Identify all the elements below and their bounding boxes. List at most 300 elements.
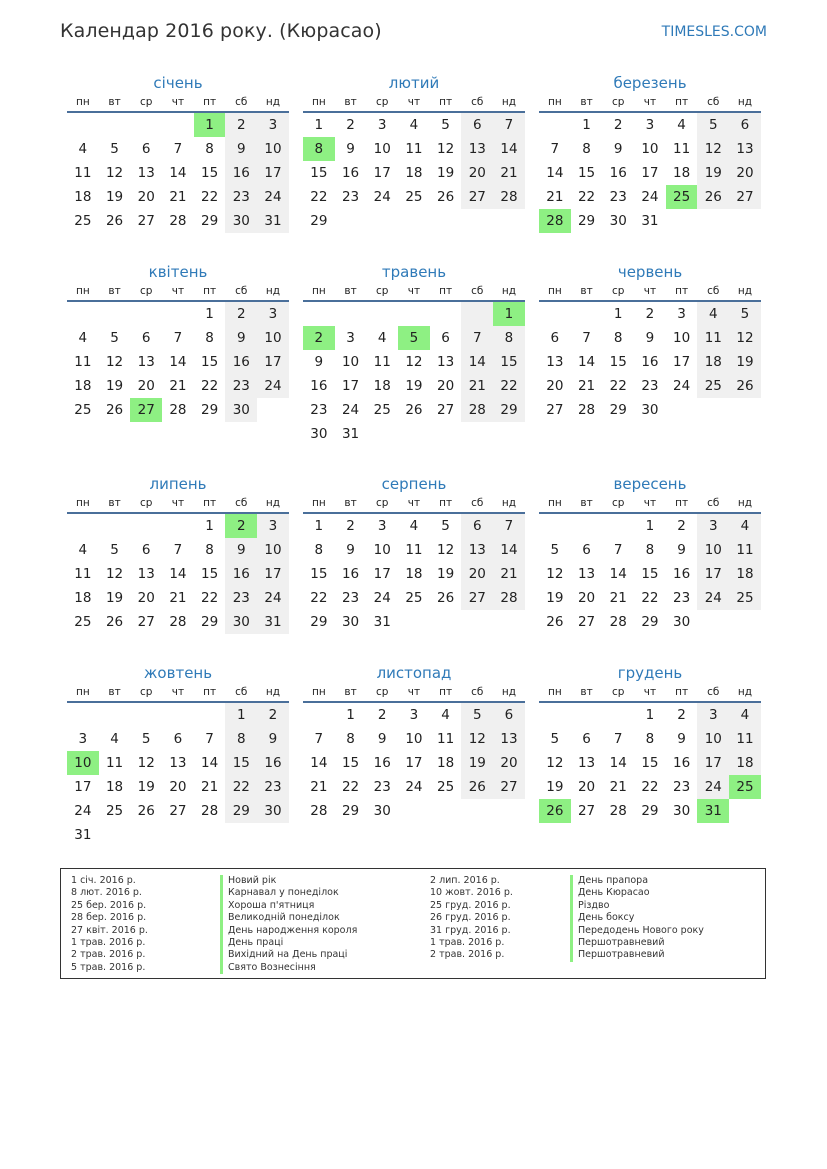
- day-cell: 3: [257, 514, 289, 538]
- empty-cell: [99, 514, 131, 538]
- day-cell: 22: [201, 189, 219, 205]
- day-cell: 26: [105, 213, 124, 229]
- day-cell: 21: [201, 779, 219, 795]
- day-cell: 13: [577, 566, 596, 582]
- day-cell: 19: [437, 566, 455, 582]
- day-cell: 9: [225, 137, 257, 161]
- month-name: квітень: [148, 263, 208, 281]
- day-cell: 30: [341, 614, 360, 630]
- weekday-label: пн: [547, 96, 562, 108]
- weekday-header: [303, 94, 525, 113]
- day-cell: 23: [225, 586, 257, 610]
- day-cell: 20: [137, 590, 155, 606]
- day-cell: 31: [257, 610, 289, 634]
- weekday-label: пт: [675, 497, 689, 509]
- empty-cell: [539, 703, 571, 727]
- day-cell: 15: [310, 566, 328, 582]
- day-cell: 12: [105, 354, 124, 370]
- day-cell: 2: [346, 518, 355, 534]
- empty-cell: [398, 799, 430, 823]
- day-cell: 29: [493, 398, 525, 422]
- day-cell: 8: [205, 330, 214, 346]
- day-cell: 1: [645, 518, 655, 534]
- day-cell: 11: [729, 538, 761, 562]
- day-cell: 26: [461, 775, 493, 799]
- day-cell: 4: [409, 117, 419, 133]
- day-cell: 7: [314, 731, 324, 747]
- day-cell: 19: [729, 350, 761, 374]
- day-cell: 28: [609, 614, 627, 630]
- weekday-label: сб: [471, 497, 484, 509]
- day-cell: 22: [310, 590, 328, 606]
- day-cell: 18: [405, 165, 423, 181]
- day-cell: 1: [645, 707, 655, 723]
- day-cell: 11: [105, 755, 124, 771]
- empty-cell: [602, 514, 634, 538]
- day-cell: 2: [225, 302, 257, 326]
- month-name: травень: [381, 263, 447, 281]
- day-cell: 21: [169, 590, 187, 606]
- legend-holiday-name: Свято Вознесіння: [220, 962, 357, 974]
- legend-left-names: [220, 875, 357, 974]
- empty-cell: [67, 113, 99, 137]
- empty-cell: [430, 422, 462, 446]
- day-cell: 30: [673, 614, 691, 630]
- day-cell: 7: [493, 514, 525, 538]
- day-cell: 31: [341, 426, 360, 442]
- day-cell: 30: [609, 213, 627, 229]
- day-cell: 1: [225, 703, 257, 727]
- empty-cell: [697, 209, 729, 233]
- day-cell: 23: [225, 374, 257, 398]
- day-cell: 8: [582, 141, 591, 157]
- empty-cell: [697, 610, 729, 634]
- day-cell: 1: [205, 306, 214, 322]
- day-cell: 12: [105, 165, 124, 181]
- empty-cell: [493, 209, 525, 233]
- day-cell: 10: [257, 326, 289, 350]
- day-cell: 9: [377, 731, 387, 747]
- day-cell: 30: [225, 398, 257, 422]
- day-grid: [67, 703, 289, 847]
- day-cell: 20: [729, 161, 761, 185]
- day-cell: 12: [437, 141, 455, 157]
- day-cell: 15: [341, 755, 360, 771]
- day-cell: 10: [405, 731, 423, 747]
- legend-holiday-date: 1 січ. 2016 р.: [71, 875, 136, 886]
- day-cell: 11: [697, 326, 729, 350]
- weekday-label: ср: [611, 96, 625, 108]
- day-cell: 24: [373, 590, 391, 606]
- day-cell: 16: [673, 566, 691, 582]
- day-cell: 28: [461, 398, 493, 422]
- day-cell: 27: [546, 402, 564, 418]
- day-cell: 22: [577, 189, 596, 205]
- day-cell: 3: [78, 731, 88, 747]
- day-cell: 8: [314, 542, 324, 558]
- day-cell: 16: [341, 566, 360, 582]
- empty-cell: [162, 703, 194, 727]
- day-cell: 29: [201, 614, 219, 630]
- day-cell: 23: [641, 378, 659, 394]
- day-cell: 3: [697, 703, 729, 727]
- day-cell: 23: [257, 775, 289, 799]
- weekday-label: пт: [203, 96, 217, 108]
- day-cell: 15: [493, 350, 525, 374]
- day-cell: 16: [609, 165, 627, 181]
- day-cell: 14: [169, 566, 187, 582]
- day-cell: 23: [310, 402, 328, 418]
- day-cell: 25: [729, 586, 761, 610]
- month-calendar: [303, 662, 525, 823]
- day-cell: 25: [74, 614, 92, 630]
- day-grid: [303, 514, 525, 634]
- day-cell: 17: [697, 751, 729, 775]
- day-cell: 15: [201, 354, 219, 370]
- day-cell: 23: [673, 779, 691, 795]
- weekday-label: ср: [611, 285, 625, 297]
- legend-holiday-date: 2 трав. 2016 р.: [430, 949, 505, 961]
- empty-cell: [571, 703, 603, 727]
- day-cell: 19: [137, 779, 155, 795]
- day-cell: 5: [141, 731, 151, 747]
- weekday-label: чт: [171, 285, 185, 297]
- day-cell: 13: [461, 538, 493, 562]
- day-cell: 8: [205, 542, 214, 558]
- month-name: червень: [617, 263, 683, 281]
- day-cell: 4: [729, 703, 761, 727]
- month-name: лютий: [388, 74, 440, 92]
- weekday-label: ср: [139, 686, 153, 698]
- empty-cell: [539, 113, 571, 137]
- empty-cell: [430, 799, 462, 823]
- day-cell: 3: [257, 302, 289, 326]
- day-cell: 9: [257, 727, 289, 751]
- day-cell: 22: [641, 590, 659, 606]
- day-cell: 6: [461, 113, 493, 137]
- day-cell: 17: [341, 378, 360, 394]
- legend-holiday-name: День праці: [220, 937, 357, 949]
- month-name: вересень: [613, 475, 687, 493]
- day-cell: 21: [169, 189, 187, 205]
- holiday-day-cell: 25: [666, 185, 698, 209]
- day-cell: 2: [257, 703, 289, 727]
- empty-cell: [366, 422, 398, 446]
- day-cell: 30: [673, 803, 691, 819]
- day-cell: 28: [169, 213, 187, 229]
- day-cell: 10: [697, 538, 729, 562]
- day-cell: 26: [137, 803, 155, 819]
- day-cell: 19: [105, 189, 124, 205]
- day-cell: 26: [729, 374, 761, 398]
- day-cell: 19: [697, 161, 729, 185]
- day-cell: 11: [373, 354, 391, 370]
- day-cell: 12: [405, 354, 423, 370]
- day-cell: 1: [314, 518, 324, 534]
- day-cell: 1: [314, 117, 324, 133]
- day-cell: 23: [341, 590, 360, 606]
- weekday-label: ср: [375, 285, 389, 297]
- day-cell: 24: [673, 378, 691, 394]
- day-cell: 15: [641, 755, 659, 771]
- day-cell: 22: [641, 779, 659, 795]
- day-cell: 19: [461, 751, 493, 775]
- day-cell: 8: [205, 141, 214, 157]
- day-cell: 3: [377, 117, 387, 133]
- day-cell: 21: [169, 378, 187, 394]
- month-calendar: [303, 473, 525, 634]
- weekday-label: сб: [471, 686, 484, 698]
- day-cell: 13: [546, 354, 564, 370]
- day-cell: 27: [577, 803, 596, 819]
- empty-cell: [67, 514, 99, 538]
- weekday-label: чт: [407, 686, 421, 698]
- day-cell: 5: [110, 141, 119, 157]
- day-cell: 24: [697, 775, 729, 799]
- weekday-label: пт: [203, 285, 217, 297]
- day-cell: 9: [677, 542, 686, 558]
- empty-cell: [303, 302, 335, 326]
- weekday-header: [303, 283, 525, 302]
- day-cell: 6: [141, 542, 151, 558]
- day-cell: 7: [493, 113, 525, 137]
- day-cell: 10: [257, 137, 289, 161]
- legend-holiday-name: Різдво: [570, 900, 704, 912]
- day-cell: 6: [141, 141, 151, 157]
- day-cell: 22: [609, 378, 627, 394]
- empty-cell: [602, 703, 634, 727]
- day-cell: 24: [405, 779, 423, 795]
- day-cell: 22: [201, 378, 219, 394]
- weekday-label: сб: [235, 497, 248, 509]
- brand-link[interactable]: TIMESLES.COM: [661, 24, 767, 40]
- day-cell: 2: [377, 707, 387, 723]
- day-cell: 28: [609, 803, 627, 819]
- holiday-day-cell: 1: [493, 302, 525, 326]
- day-cell: 24: [697, 586, 729, 610]
- weekday-header: [67, 94, 289, 113]
- legend-holiday-date: 31 груд. 2016 р.: [430, 924, 511, 936]
- day-cell: 18: [729, 751, 761, 775]
- day-cell: 11: [405, 141, 423, 157]
- day-cell: 7: [613, 542, 623, 558]
- weekday-label: сб: [707, 686, 720, 698]
- day-cell: 9: [225, 326, 257, 350]
- day-cell: 25: [405, 590, 423, 606]
- empty-cell: [729, 610, 761, 634]
- weekday-label: пт: [675, 686, 689, 698]
- empty-cell: [67, 302, 99, 326]
- day-cell: 27: [729, 185, 761, 209]
- day-cell: 20: [461, 562, 493, 586]
- day-grid: [303, 703, 525, 823]
- day-cell: 3: [377, 518, 387, 534]
- day-cell: 5: [110, 542, 119, 558]
- day-cell: 29: [310, 213, 328, 229]
- day-cell: 8: [645, 731, 655, 747]
- empty-cell: [539, 514, 571, 538]
- holiday-day-cell: 25: [729, 775, 761, 799]
- day-cell: 14: [461, 350, 493, 374]
- month-name: січень: [153, 74, 203, 92]
- day-cell: 17: [257, 562, 289, 586]
- weekday-label: вт: [344, 285, 357, 297]
- day-cell: 5: [110, 330, 119, 346]
- day-cell: 11: [673, 141, 691, 157]
- day-cell: 7: [613, 731, 623, 747]
- holiday-day-cell: 5: [398, 326, 430, 350]
- day-cell: 8: [645, 542, 655, 558]
- empty-cell: [461, 610, 493, 634]
- day-cell: 22: [225, 775, 257, 799]
- day-cell: 8: [493, 326, 525, 350]
- weekday-label: нд: [501, 285, 517, 297]
- weekday-label: сб: [471, 96, 484, 108]
- day-cell: 23: [341, 189, 360, 205]
- month-name: жовтень: [143, 664, 213, 682]
- legend-holiday-name: Великодній понеділок: [220, 912, 357, 924]
- weekday-label: нд: [501, 686, 517, 698]
- day-cell: 28: [577, 402, 596, 418]
- month-name: березень: [613, 74, 687, 92]
- day-cell: 6: [550, 330, 560, 346]
- day-cell: 2: [613, 117, 623, 133]
- day-cell: 6: [582, 542, 591, 558]
- day-cell: 18: [74, 590, 92, 606]
- empty-cell: [99, 302, 131, 326]
- day-cell: 19: [546, 779, 564, 795]
- day-cell: 17: [74, 779, 92, 795]
- day-cell: 31: [641, 213, 659, 229]
- legend-holiday-date: 5 трав. 2016 р.: [71, 961, 146, 973]
- day-cell: 27: [577, 614, 596, 630]
- day-cell: 29: [641, 803, 659, 819]
- day-cell: 18: [729, 562, 761, 586]
- weekday-label: пт: [439, 497, 453, 509]
- weekday-label: пн: [547, 686, 562, 698]
- legend-holiday-date: 2 лип. 2016 р.: [430, 875, 500, 886]
- day-cell: 28: [493, 586, 525, 610]
- day-cell: 13: [437, 354, 455, 370]
- empty-cell: [130, 302, 162, 326]
- weekday-header: [303, 495, 525, 514]
- day-cell: 15: [225, 751, 257, 775]
- day-cell: 16: [373, 755, 391, 771]
- day-cell: 30: [225, 610, 257, 634]
- empty-cell: [162, 823, 194, 847]
- day-cell: 17: [373, 566, 391, 582]
- day-cell: 15: [641, 566, 659, 582]
- empty-cell: [571, 514, 603, 538]
- day-cell: 7: [173, 542, 183, 558]
- day-cell: 11: [74, 354, 92, 370]
- day-cell: 11: [74, 566, 92, 582]
- month-calendar: [67, 473, 289, 634]
- day-cell: 6: [441, 330, 450, 346]
- weekday-label: вт: [580, 96, 593, 108]
- day-cell: 9: [346, 141, 355, 157]
- weekday-label: пн: [547, 497, 562, 509]
- day-cell: 4: [729, 514, 761, 538]
- weekday-label: вт: [108, 497, 121, 509]
- day-cell: 23: [609, 189, 627, 205]
- day-cell: 10: [641, 141, 659, 157]
- day-cell: 16: [225, 161, 257, 185]
- day-cell: 29: [609, 402, 627, 418]
- day-cell: 29: [225, 799, 257, 823]
- day-cell: 8: [346, 731, 355, 747]
- weekday-label: вт: [344, 96, 357, 108]
- day-cell: 15: [310, 165, 328, 181]
- day-cell: 11: [74, 165, 92, 181]
- day-grid: [67, 302, 289, 422]
- weekday-label: нд: [265, 96, 281, 108]
- day-cell: 7: [205, 731, 214, 747]
- day-cell: 31: [257, 209, 289, 233]
- day-cell: 24: [641, 189, 659, 205]
- weekday-label: чт: [643, 497, 657, 509]
- day-cell: 4: [409, 518, 419, 534]
- day-cell: 17: [673, 354, 691, 370]
- day-cell: 5: [461, 703, 493, 727]
- holiday-day-cell: 26: [539, 799, 571, 823]
- weekday-label: нд: [265, 686, 281, 698]
- weekday-label: сб: [471, 285, 484, 297]
- day-cell: 27: [137, 213, 155, 229]
- day-cell: 29: [641, 614, 659, 630]
- day-cell: 25: [697, 374, 729, 398]
- month-calendar: [539, 662, 761, 823]
- empty-cell: [461, 302, 493, 326]
- weekday-label: чт: [407, 96, 421, 108]
- day-cell: 3: [257, 113, 289, 137]
- day-cell: 26: [405, 402, 423, 418]
- empty-cell: [99, 703, 131, 727]
- weekday-label: чт: [407, 285, 421, 297]
- day-cell: 14: [546, 165, 564, 181]
- weekday-label: вт: [344, 686, 357, 698]
- day-cell: 16: [257, 751, 289, 775]
- day-cell: 7: [173, 330, 183, 346]
- empty-cell: [257, 823, 289, 847]
- weekday-label: пн: [547, 285, 562, 297]
- legend-holiday-date: 27 квіт. 2016 р.: [71, 924, 148, 936]
- weekday-label: ср: [375, 497, 389, 509]
- day-cell: 11: [405, 542, 423, 558]
- weekday-label: сб: [235, 285, 248, 297]
- weekday-label: сб: [707, 285, 720, 297]
- day-cell: 21: [493, 562, 525, 586]
- day-cell: 6: [582, 731, 591, 747]
- day-cell: 3: [645, 117, 655, 133]
- empty-cell: [130, 113, 162, 137]
- empty-cell: [430, 302, 462, 326]
- day-cell: 17: [641, 165, 659, 181]
- legend-holiday-name: Новий рік: [220, 875, 357, 887]
- day-cell: 20: [546, 378, 564, 394]
- legend-holiday-date: 1 трав. 2016 р.: [430, 936, 505, 948]
- legend-holiday-date: 1 трав. 2016 р.: [71, 936, 146, 948]
- empty-cell: [398, 610, 430, 634]
- day-cell: 23: [373, 779, 391, 795]
- holiday-day-cell: 31: [697, 799, 729, 823]
- day-grid: [539, 302, 761, 422]
- day-cell: 20: [461, 161, 493, 185]
- day-cell: 18: [697, 350, 729, 374]
- month-calendar: [67, 662, 289, 847]
- weekday-label: пн: [75, 285, 90, 297]
- day-cell: 14: [310, 755, 328, 771]
